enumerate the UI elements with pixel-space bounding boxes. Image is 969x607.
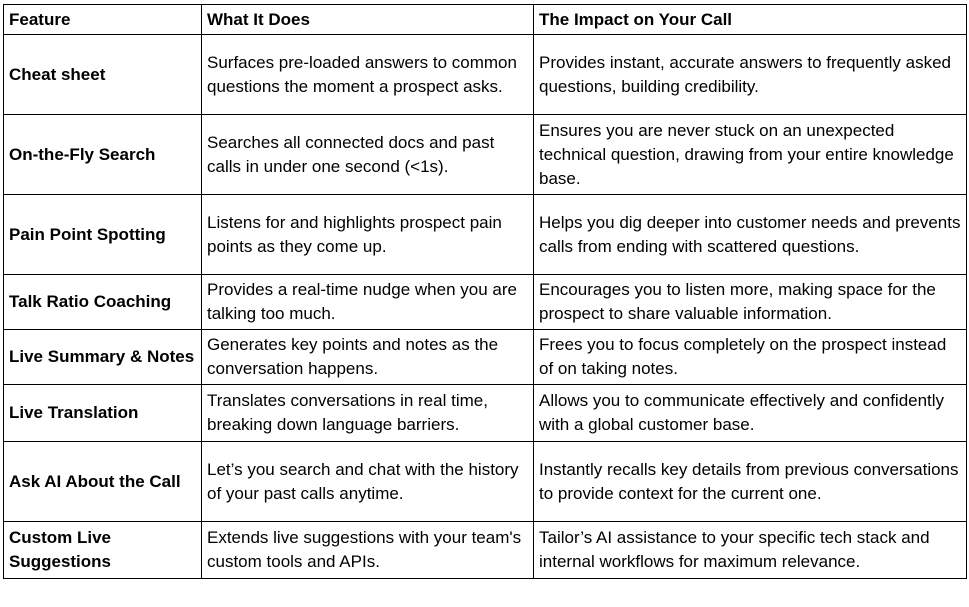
feature-cell: Ask AI About the Call xyxy=(4,442,202,522)
table-row xyxy=(4,35,967,115)
header-feature: Feature xyxy=(4,5,202,35)
feature-cell: On-the-Fly Search xyxy=(4,115,202,195)
what-cell: Searches all connected docs and past calls in under one second (<1s). xyxy=(202,115,534,195)
table-row xyxy=(4,522,967,579)
impact-cell: Provides instant, accurate answers to frequently asked questions, building credibility. xyxy=(534,35,967,115)
impact-cell: Encourages you to listen more, making space for the prospect to share valuable information. xyxy=(534,275,967,330)
table-row xyxy=(4,275,967,330)
what-cell: Translates conversations in real time, breaking down language barriers. xyxy=(202,385,534,442)
feature-cell: Live Translation xyxy=(4,385,202,442)
table-row xyxy=(4,385,967,442)
feature-comparison-table xyxy=(3,4,967,579)
feature-cell: Live Summary & Notes xyxy=(4,330,202,385)
impact-cell: Frees you to focus completely on the prospect instead of on taking notes. xyxy=(534,330,967,385)
feature-cell: Custom Live Suggestions xyxy=(4,522,202,579)
table-row xyxy=(4,330,967,385)
table-row xyxy=(4,442,967,522)
impact-cell: Instantly recalls key details from previous conversations to provide context for the current one. xyxy=(534,442,967,522)
header-what-it-does: What It Does xyxy=(202,5,534,35)
what-cell: Listens for and highlights prospect pain points as they come up. xyxy=(202,195,534,275)
impact-cell: Ensures you are never stuck on an unexpected technical question, drawing from your entire knowledge base. xyxy=(534,115,967,195)
impact-cell: Allows you to communicate effectively and confidently with a global customer base. xyxy=(534,385,967,442)
impact-cell: Tailor’s AI assistance to your specific tech stack and internal workflows for maximum relevance. xyxy=(534,522,967,579)
header-impact: The Impact on Your Call xyxy=(534,5,967,35)
impact-cell: Helps you dig deeper into customer needs and prevents calls from ending with scattered questions. xyxy=(534,195,967,275)
header-row xyxy=(4,5,967,35)
what-cell: Let’s you search and chat with the history of your past calls anytime. xyxy=(202,442,534,522)
what-cell: Surfaces pre-loaded answers to common questions the moment a prospect asks. xyxy=(202,35,534,115)
feature-cell: Pain Point Spotting xyxy=(4,195,202,275)
what-cell: Generates key points and notes as the conversation happens. xyxy=(202,330,534,385)
feature-cell: Cheat sheet xyxy=(4,35,202,115)
what-cell: Provides a real-time nudge when you are talking too much. xyxy=(202,275,534,330)
feature-cell: Talk Ratio Coaching xyxy=(4,275,202,330)
what-cell: Extends live suggestions with your team's custom tools and APIs. xyxy=(202,522,534,579)
table-row xyxy=(4,115,967,195)
table-row xyxy=(4,195,967,275)
